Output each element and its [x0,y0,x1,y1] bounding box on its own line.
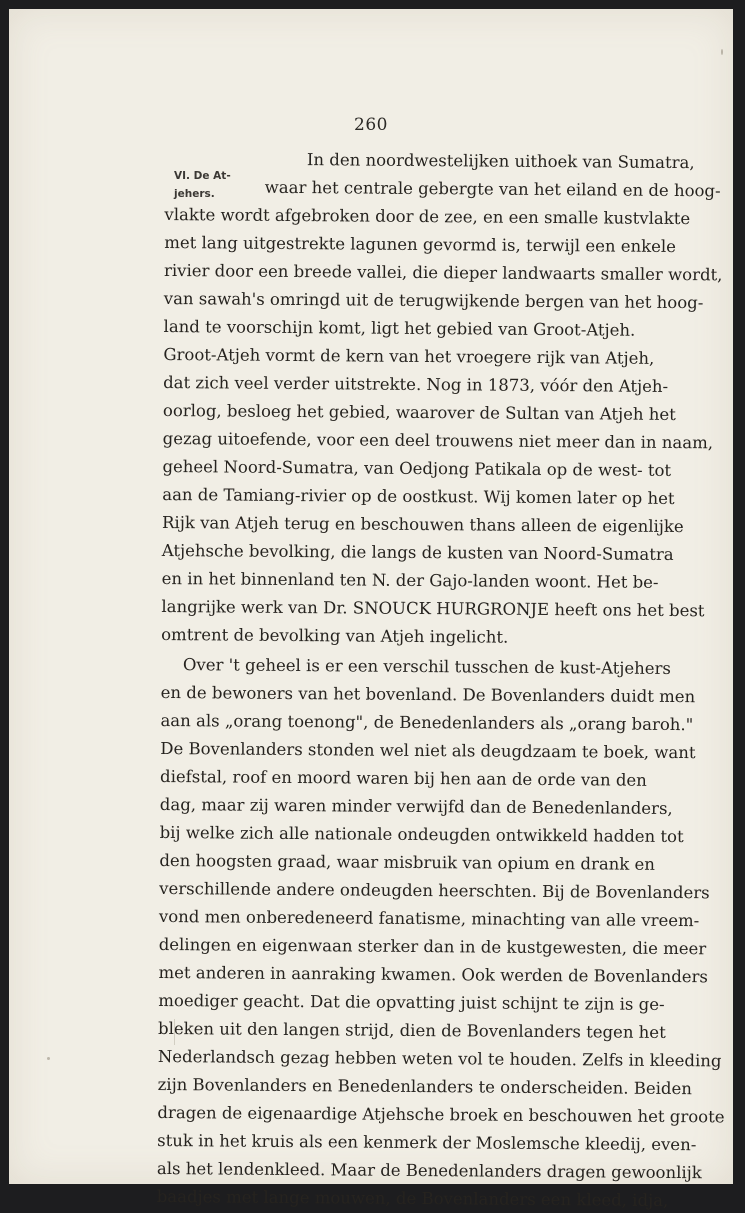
text-line: De Bovenlanders stonden wel niet als deugdzaam te boek, want [160,738,696,763]
text-line: aan als „orang toenong", de Benedenlanders als „orang baroh." [160,710,694,735]
text-line: met anderen in aanraking kwamen. Ook werden de Bovenlanders [158,962,708,987]
text-line: In den noordwestelijken uithoek van Sumatra, [306,150,695,173]
text-line: verschillende andere ondeugden heerschten. Bij de Bovenlanders [159,878,710,903]
text-line: omtrent de bevolking van Atjeh ingelicht. [161,624,509,647]
text-line: Groot-Atjeh vormt de kern van het vroegere rijk van Atjeh, [163,344,655,368]
text-line: diefstal, roof en moord waren bij hen aan de orde van den [159,766,647,790]
text-line: stuk in het kruis als een kenmerk der Moslemsche kleedij, even- [157,1130,697,1155]
paper-speck [721,49,723,55]
text-line: gezag uitoefende, voor een deel trouwens niet meer dan in naam, [162,428,714,453]
text-line: waar het centrale gebergte van het eiland en de hoog- [264,177,721,201]
text-line: Rijk van Atjeh terug en beschouwen thans alleen de eigenlijke [161,512,684,537]
text-line: aan de Tamiang-rivier op de oostkust. Wij komen later op het [162,484,675,509]
margin-note-line: VI. De At- [174,170,231,182]
text-line: als het lendenkleed. Maar de Benedenlanders dragen gewoonlijk [156,1158,702,1183]
text-line: land te voorschijn komt, ligt het gebied van Groot-Atjeh. [163,316,636,340]
text-line: dat zich veel verder uitstrekte. Nog in 1873, vóór den Atjeh- [163,372,669,396]
text-line: met lang uitgestrekte lagunen gevormd is, terwijl een enkele [164,232,677,257]
text-line: oorlog, besloeg het gebied, waarover de Sultan van Atjeh het [162,400,676,425]
text-line: Nederlandsch gezag hebben weten vol te houden. Zelfs in kleeding [157,1046,722,1071]
text-line: moediger geacht. Dat die opvatting juist schijnt te zijn is ge- [158,990,665,1014]
text-line: van sawah's omringd uit de terugwijkende bergen van het hoog- [163,288,704,313]
page-number: 260 [354,115,388,135]
text-line: rivier door een breede vallei, die dieper landwaarts smaller wordt, [163,260,723,285]
paper-crease [174,1019,175,1045]
text-line: zijn Bovenlanders en Benedenlanders te onderscheiden. Beiden [157,1074,692,1099]
text-line: bleken uit den langen strijd, dien de Bovenlanders tegen het [158,1018,666,1042]
text-line: en de bewoners van het bovenland. De Bovenlanders duidt men [160,682,696,707]
text-line: delingen en eigenwaan sterker dan in de kustgewesten, die meer [158,934,707,959]
margin-note-line: jehers. [174,188,215,200]
text-line: dragen de eigenaardige Atjehsche broek en beschouwen het groote [157,1102,725,1127]
text-line: vlakte wordt afgebroken door de zee, en een smalle kustvlakte [164,204,691,229]
text-line: geheel Noord-Sumatra, van Oedjong Patikala op de west- tot [162,456,672,480]
text-line: baadjes met lange mouwen, de Bovenlanders een kleed, idja, [156,1186,669,1210]
text-line: en in het binnenland ten N. der Gajo-landen woont. Het be- [161,568,659,592]
text-line: vond men onberedeneerd fanatisme, minachting van alle vreem- [158,906,700,931]
text-line: Over 't geheel is er een verschil tusschen de kust-Atjehers [182,655,672,678]
text-line: bij welke zich alle nationale ondeugden ontwikkeld hadden tot [159,822,684,847]
book-page [9,9,733,1210]
text-line: dag, maar zij waren minder verwijfd dan de Benedenlanders, [159,794,673,819]
paper-speck [47,1057,50,1060]
text-line: Atjehsche bevolking, die langs de kusten van Noord-Sumatra [161,540,674,565]
text-line: langrijke werk van Dr. SNOUCK HURGRONJE heeft ons het best [161,596,705,621]
text-line: den hoogsten graad, waar misbruik van opium en drank en [159,850,656,874]
